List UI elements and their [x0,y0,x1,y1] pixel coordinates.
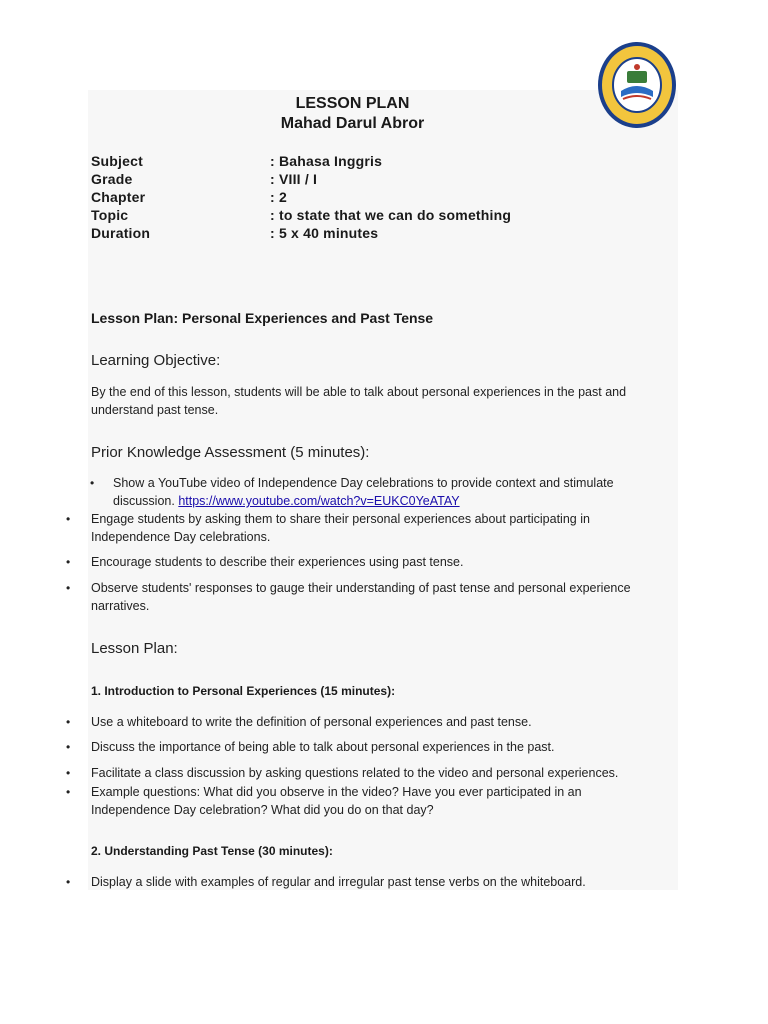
learning-objective-heading: Learning Objective: [91,352,221,369]
bullet-icon: • [66,875,71,889]
info-value-grade: : VIII / I [270,171,318,187]
school-name: Mahad Darul Abror [280,115,425,132]
info-label-topic: Topic [91,207,129,223]
info-label-grade: Grade [91,171,133,187]
list-item-text: Show a YouTube video of Independence Day celebrations to provide context and stimulate discussion. [113,476,614,508]
bullet-icon: • [66,740,71,754]
document-title: LESSON PLAN [295,95,410,112]
info-label-duration: Duration [91,225,151,241]
info-value-duration: : 5 x 40 minutes [270,225,379,241]
list-item: Display a slide with examples of regular and irregular past tense verbs on the whiteboard. [91,875,586,889]
bullet-icon: • [90,476,95,490]
youtube-link[interactable]: https://www.youtube.com/watch?v=EUKC0YeATAY [178,494,460,508]
bullet-icon: • [66,581,71,595]
bullet-icon: • [66,512,71,526]
list-item [113,474,673,510]
list-item: Facilitate a class discussion by asking questions related to the video and personal experiences. [91,766,619,780]
list-item: Use a whiteboard to write the definition of personal experiences and past tense. [91,715,532,729]
section-1-heading: 1. Introduction to Personal Experiences (15 minutes): [91,684,396,698]
info-value-subject: : Bahasa Inggris [270,153,383,169]
bullet-icon: • [66,715,71,729]
lesson-plan-heading: Lesson Plan: [91,640,178,657]
bullet-icon: • [66,785,71,799]
prior-knowledge-heading: Prior Knowledge Assessment (5 minutes): [91,444,370,461]
info-label-chapter: Chapter [91,189,146,205]
info-label-subject: Subject [91,153,143,169]
bullet-icon: • [66,766,71,780]
info-value-chapter: : 2 [270,189,287,205]
list-item: Example questions: What did you observe in the video? Have you ever participated in an Independence Day celebration? What did you do on that day? [91,785,582,817]
list-item: Engage students by asking them to share their personal experiences about participating in Independence Day celebrations. [91,512,590,544]
info-value-topic: : to state that we can do something [270,207,512,223]
list-item: Discuss the importance of being able to talk about personal experiences in the past. [91,740,555,754]
lesson-title: Lesson Plan: Personal Experiences and Past Tense [91,310,434,326]
list-item: Encourage students to describe their experiences using past tense. [91,555,464,569]
learning-objective-text: By the end of this lesson, students will be able to talk about personal experiences in the past and understand past tense. [91,385,627,417]
section-2-heading: 2. Understanding Past Tense (30 minutes): [91,844,333,858]
list-item: Observe students' responses to gauge their understanding of past tense and personal experience narratives. [91,581,631,613]
bullet-icon: • [66,555,71,569]
